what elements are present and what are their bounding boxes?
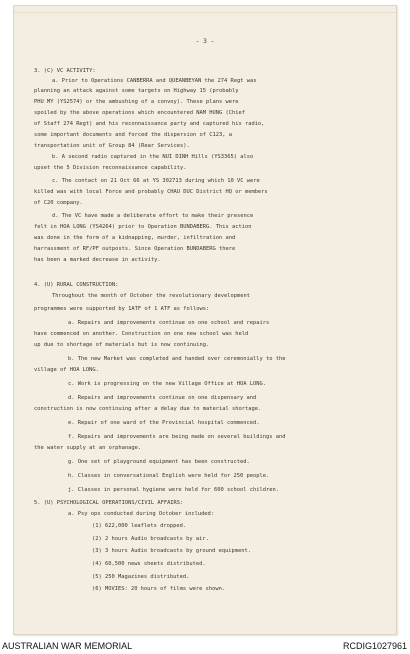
footer-bar xyxy=(0,641,410,654)
text-line: a. Psy ops conducted during October included: xyxy=(68,511,215,517)
text-line: was done in the form of a kidnapping, murder, infiltration and xyxy=(34,235,236,241)
text-line: of Staff 274 Regt) and his reconnaissance party and captured his radio, xyxy=(34,121,265,127)
text-line: b. A second radio captured in the NUI DINH Hills (YS3365) also xyxy=(52,154,254,160)
text-line: h. Classes in conversational English were held for 250 people. xyxy=(68,473,270,479)
text-line: up due to shortage of materials but is now continuing. xyxy=(34,342,210,348)
text-line: e. Repair of one ward of the Provincial hospital commenced. xyxy=(68,420,260,426)
text-line: the water supply at an orphanage. xyxy=(34,445,142,451)
text-line: g. One set of playground equipment has been constructed. xyxy=(68,459,250,465)
text-line: some important documents and forced the dispersion of C123, a xyxy=(34,132,232,138)
text-line: have commenced on another. Construction on one new school was held xyxy=(34,331,249,337)
text-line: village of HOA LONG. xyxy=(34,367,99,373)
list-item: (2) 2 hours Audio broadcasts by air. xyxy=(92,536,209,542)
text-line: felt in HOA LONG (YS4264) prior to Operation BUNDABERG. This action xyxy=(34,224,252,230)
text-line: PHU MY (YS2574) or the ambushing of a convoy). These plans were xyxy=(34,99,239,105)
text-line: b. The new Market was completed and handed over ceremonially to the xyxy=(68,356,286,362)
text-line: a. Repairs and improvements continue on one school and repairs xyxy=(68,320,270,326)
list-item: (3) 3 hours Audio broadcasts by ground equipment. xyxy=(92,548,252,554)
list-item: (6) MOVIES: 20 hours of films were shown. xyxy=(92,586,226,592)
footer-record-id: RCDIG1027961 xyxy=(342,641,407,651)
text-line: Throughout the month of October the revolutionary development xyxy=(52,293,250,299)
section-heading: 4. (U) RURAL CONSTRUCTION: xyxy=(34,282,119,288)
text-line: has been a marked decrease in activity. xyxy=(34,257,161,263)
text-line: killed was with local Force and probably CHAU DUC District HQ or members xyxy=(34,189,268,195)
text-line: construction is now continuing after a delay due to material shortage. xyxy=(34,406,262,412)
page-number: - 3 - xyxy=(195,38,215,45)
text-line: c. The contact on 21 Oct 66 at YS 302713 during which 10 VC were xyxy=(52,178,260,184)
section-heading: 5. (U) PSYCHOLOGICAL OPERATIONS/CIVIL AFFAIRS: xyxy=(34,500,184,506)
text-line: d. The VC have made a deliberate effort to make their presence xyxy=(52,213,254,219)
section-heading: 3. (C) VC ACTIVITY: xyxy=(34,68,96,74)
text-line: a. Prior to Operations CANBERRA and QUEANBEYAN the 274 Regt was xyxy=(52,78,257,84)
list-item: (1) 622,000 leaflets dropped. xyxy=(92,523,187,529)
text-line: spoiled by the above operations which encountered NAM HUNG (Chief xyxy=(34,110,245,116)
text-line: planning an attack against some targets on Highway 15 (probably xyxy=(34,88,239,94)
text-line: upset the 5 Division reconnaissance capability. xyxy=(34,165,187,171)
text-line: j. Classes in personal hygiene were held for 600 school children. xyxy=(68,487,279,493)
text-line: d. Repairs and improvements continue on one dispensary and xyxy=(68,395,257,401)
text-line: programmes were supported by 1ATF of 1 ATF as follows: xyxy=(34,306,210,312)
footer-archive-name: AUSTRALIAN WAR MEMORIAL xyxy=(2,641,133,651)
list-item: (5) 250 Magazines distributed. xyxy=(92,574,190,580)
text-line: f. Repairs and improvements are being made on several buildings and xyxy=(68,434,286,440)
text-line: c. Work is progressing on the new Village Office at HOA LONG. xyxy=(68,381,266,387)
list-item: (4) 60,500 news sheets distributed. xyxy=(92,561,206,567)
page-fold xyxy=(14,12,396,13)
text-line: of C20 company. xyxy=(34,200,83,206)
text-line: harrassment of RF/PF outposts. Since Operation BUNDABERG there xyxy=(34,246,236,252)
text-line: transportation unit of Group 84 (Rear Services). xyxy=(34,143,190,149)
